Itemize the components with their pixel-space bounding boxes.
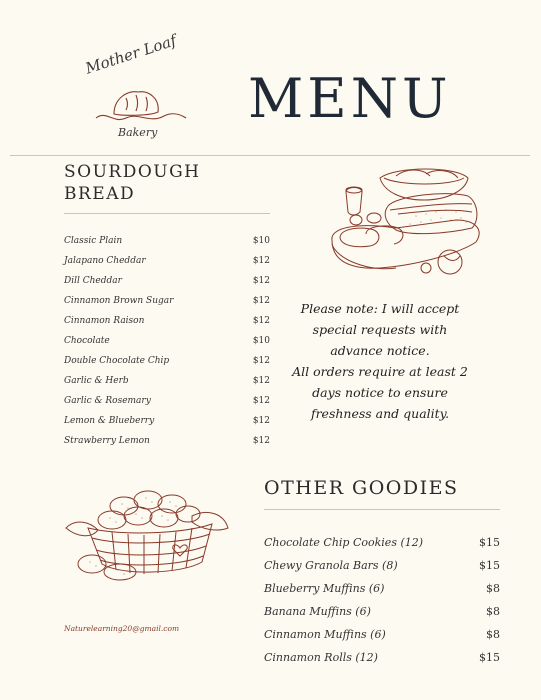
item-price: $12 xyxy=(252,396,270,406)
item-price: $15 xyxy=(479,559,500,572)
sourdough-section-title xyxy=(64,161,201,205)
header-divider xyxy=(10,155,530,156)
item-name: Cinnamon Brown Sugar xyxy=(64,296,174,306)
note-advance-notice: All orders require at least 2 days notice to ensure freshness and quality. xyxy=(292,364,468,421)
list-item xyxy=(64,276,270,296)
item-price: $10 xyxy=(252,236,270,246)
list-item xyxy=(64,436,270,456)
item-name: Lemon & Blueberry xyxy=(64,416,155,426)
item-price: $12 xyxy=(252,296,270,306)
item-name: Jalapano Cheddar xyxy=(64,256,146,266)
list-item xyxy=(64,356,270,376)
item-name: Blueberry Muffins (6) xyxy=(264,582,385,595)
list-item xyxy=(264,651,500,674)
logo-top-text: Mother Loaf xyxy=(83,31,179,78)
item-name: Cinnamon Raison xyxy=(64,316,145,326)
list-item xyxy=(264,536,500,559)
item-name: Banana Muffins (6) xyxy=(264,605,371,618)
order-note xyxy=(290,298,470,424)
item-name: Double Chocolate Chip xyxy=(64,356,170,366)
item-price: $15 xyxy=(479,651,500,664)
item-price: $12 xyxy=(252,316,270,326)
list-item xyxy=(64,236,270,256)
item-name: Dill Cheddar xyxy=(64,276,122,286)
list-item xyxy=(64,416,270,436)
list-item xyxy=(64,396,270,416)
item-name: Chocolate xyxy=(64,336,110,346)
item-price: $8 xyxy=(486,582,500,595)
item-price: $8 xyxy=(486,605,500,618)
item-price: $12 xyxy=(252,356,270,366)
item-name: Strawberry Lemon xyxy=(64,436,150,446)
item-price: $12 xyxy=(252,256,270,266)
bread-board-illustration xyxy=(326,164,490,282)
bread-basket-illustration xyxy=(62,488,232,584)
item-name: Cinnamon Rolls (12) xyxy=(264,651,378,664)
item-price: $12 xyxy=(252,376,270,386)
list-item xyxy=(64,256,270,276)
goodies-section-title: OTHER GOODIES xyxy=(264,477,459,499)
item-price: $8 xyxy=(486,628,500,641)
contact-email: Naturelearning20@gmail.com xyxy=(64,624,180,633)
sourdough-divider xyxy=(64,213,270,214)
list-item xyxy=(64,336,270,356)
item-name: Garlic & Herb xyxy=(64,376,129,386)
goodies-divider xyxy=(264,509,500,510)
list-item xyxy=(64,296,270,316)
bread-logo-icon xyxy=(92,84,188,130)
list-item xyxy=(64,376,270,396)
item-name: Classic Plain xyxy=(64,236,123,246)
item-name: Garlic & Rosemary xyxy=(64,396,151,406)
note-special-requests: Please note: I will accept special requests with advance notice. xyxy=(300,301,460,358)
item-price: $12 xyxy=(252,436,270,446)
page-title: MENU xyxy=(248,67,452,130)
item-name: Chewy Granola Bars (8) xyxy=(264,559,398,572)
item-name: Chocolate Chip Cookies (12) xyxy=(264,536,424,549)
item-name: Cinnamon Muffins (6) xyxy=(264,628,386,641)
list-item xyxy=(264,582,500,605)
list-item xyxy=(64,316,270,336)
item-price: $12 xyxy=(252,276,270,286)
item-price: $10 xyxy=(252,336,270,346)
list-item xyxy=(264,628,500,651)
list-item xyxy=(264,605,500,628)
logo-bottom-text: Bakery xyxy=(118,126,158,139)
list-item xyxy=(264,559,500,582)
sourdough-title-line1: SOURDOUGH xyxy=(64,162,201,182)
item-price: $15 xyxy=(479,536,500,549)
item-price: $12 xyxy=(252,416,270,426)
sourdough-title-line2: BREAD xyxy=(64,184,136,204)
